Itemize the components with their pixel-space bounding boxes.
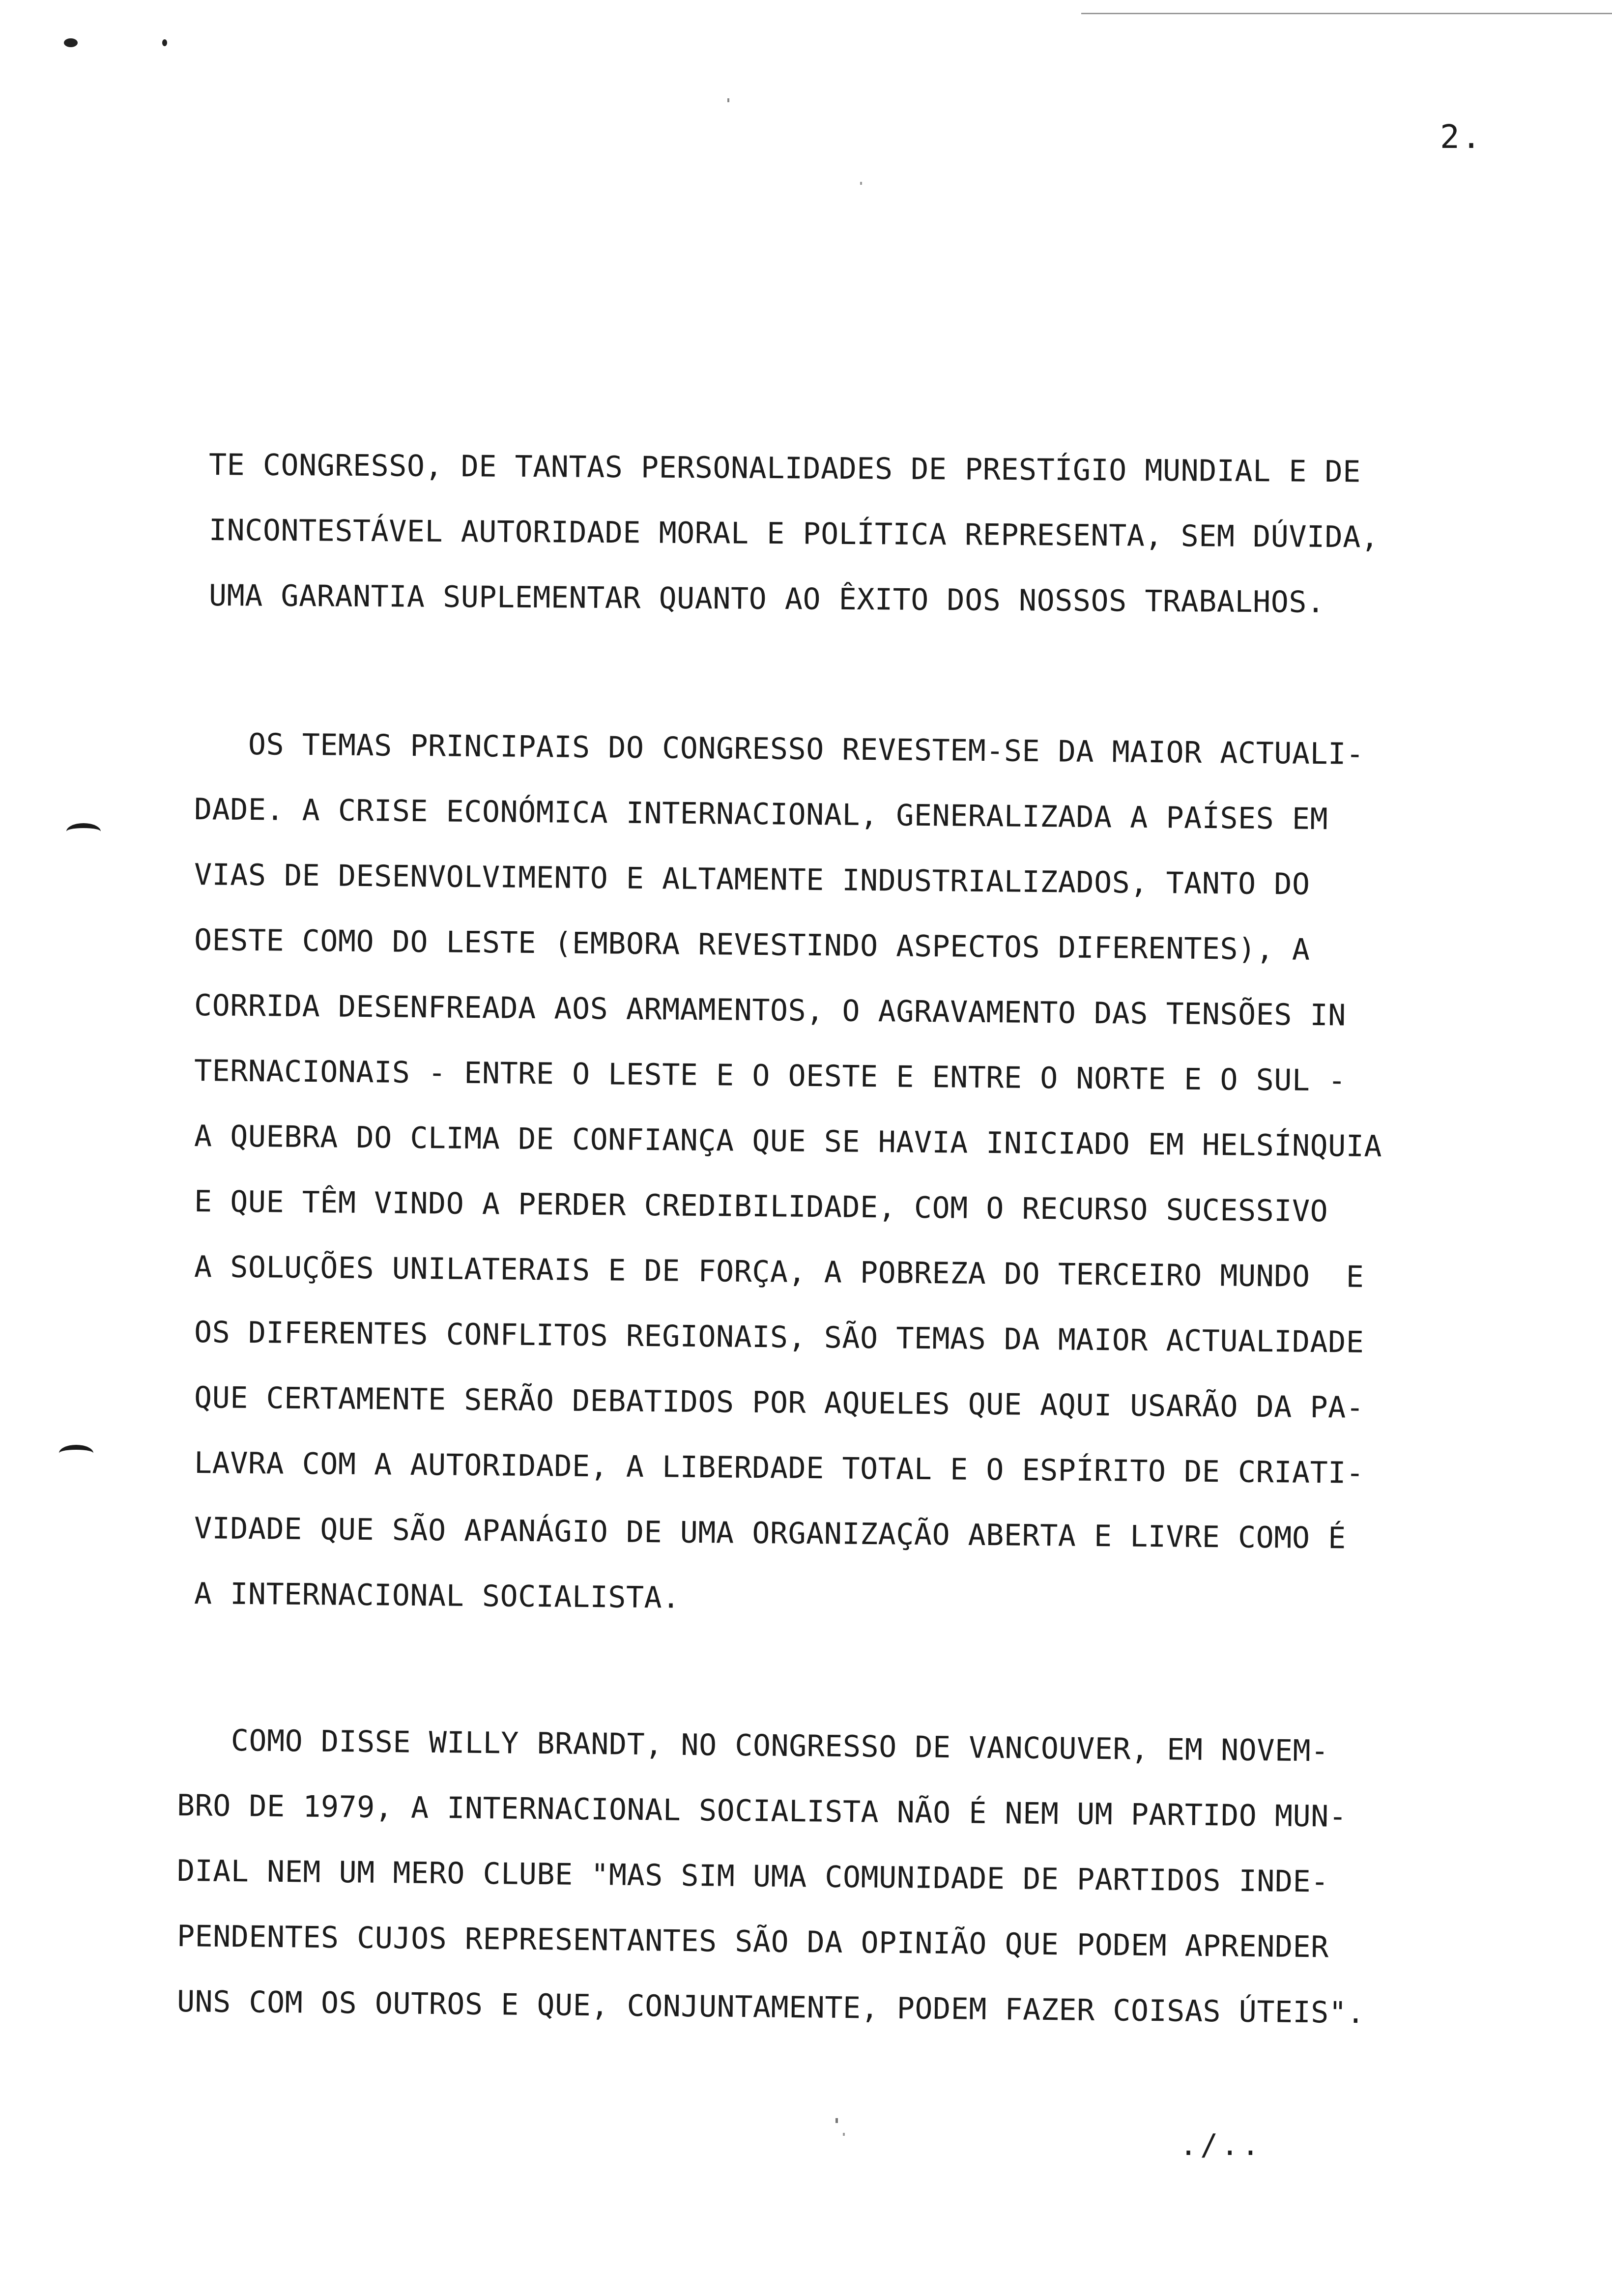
text-line: A INTERNACIONAL SOCIALISTA. bbox=[194, 1577, 681, 1615]
text-line: TE CONGRESSO, DE TANTAS PERSONALIDADES DE PRESTÍGIO MUNDIAL E DE bbox=[208, 448, 1361, 489]
paragraph-brandt-quote bbox=[177, 1708, 1365, 2035]
text-line: BRO DE 1979, A INTERNACIONAL SOCIALISTA NÃO É NEM UM PARTIDO MUN- bbox=[176, 1788, 1347, 1834]
text-line: TERNACIONAIS - ENTRE O LESTE E O OESTE E ENTRE O NORTE E O SUL - bbox=[194, 1054, 1347, 1098]
text-line: UMA GARANTIA SUPLEMENTAR QUANTO AO ÊXITO DOS NOSSOS TRABALHOS. bbox=[208, 578, 1325, 620]
text-line: QUE CERTAMENTE SERÃO DEBATIDOS POR AQUELES QUE AQUI USARÃO DA PA- bbox=[194, 1380, 1364, 1425]
scan-speck bbox=[162, 39, 167, 46]
paragraph-themes bbox=[194, 712, 1382, 1627]
continuation-mark: ./.. bbox=[1180, 2128, 1263, 2162]
text-line: DIAL NEM UM MERO CLUBE "MAS SIM UMA COMUNIDADE DE PARTIDOS INDE- bbox=[176, 1854, 1329, 1899]
page-number: 2. bbox=[1440, 118, 1483, 156]
text-line: PENDENTES CUJOS REPRESENTANTES SÃO DA OPINIÃO QUE PODEM APRENDER bbox=[176, 1919, 1329, 1965]
text-line: DADE. A CRISE ECONÓMICA INTERNACIONAL, GENERALIZADA A PAÍSES EM bbox=[194, 792, 1328, 837]
text-line: CORRIDA DESENFREADA AOS ARMAMENTOS, O AGRAVAMENTO DAS TENSÕES IN bbox=[194, 988, 1347, 1033]
scan-speck bbox=[64, 38, 78, 47]
text-line: VIAS DE DESENVOLVIMENTO E ALTAMENTE INDUSTRIALIZADOS, TANTO DO bbox=[194, 858, 1310, 902]
punch-hole-mark bbox=[59, 1445, 93, 1462]
text-line: A QUEBRA DO CLIMA DE CONFIANÇA QUE SE HAVIA INICIADO EM HELSÍNQUIA bbox=[194, 1119, 1382, 1164]
text-line: INCONTESTÁVEL AUTORIDADE MORAL E POLÍTICA REPRESENTA, SEM DÚVIDA, bbox=[208, 513, 1379, 555]
punch-hole-mark bbox=[66, 823, 101, 840]
text-line: UNS COM OS OUTROS E QUE, CONJUNTAMENTE, PODEM FAZER COISAS ÚTEIS". bbox=[176, 1984, 1365, 2031]
scan-edge-line bbox=[1081, 13, 1612, 14]
text-line: COMO DISSE WILLY BRANDT, NO CONGRESSO DE VANCOUVER, EM NOVEM- bbox=[176, 1723, 1329, 1769]
scan-speck bbox=[727, 98, 729, 102]
text-line: OESTE COMO DO LESTE (EMBORA REVESTINDO ASPECTOS DIFERENTES), A bbox=[194, 923, 1310, 967]
text-line: OS DIFERENTES CONFLITOS REGIONAIS, SÃO TEMAS DA MAIOR ACTUALIDADE bbox=[194, 1315, 1364, 1360]
text-line: E QUE TÊM VINDO A PERDER CREDIBILIDADE, COM O RECURSO SUCESSIVO bbox=[194, 1184, 1328, 1229]
text-line: OS TEMAS PRINCIPAIS DO CONGRESSO REVESTEM-SE DA MAIOR ACTUALI- bbox=[194, 727, 1364, 772]
text-line: A SOLUÇÕES UNILATERAIS E DE FORÇA, A POBREZA DO TERCEIRO MUNDO E bbox=[194, 1250, 1364, 1294]
scan-speck bbox=[860, 182, 862, 185]
scan-speck bbox=[843, 2133, 845, 2136]
scan-speck bbox=[835, 2118, 838, 2123]
paragraph-continuation bbox=[209, 432, 1379, 629]
text-line: VIDADE QUE SÃO APANÁGIO DE UMA ORGANIZAÇÃO ABERTA E LIVRE COMO É bbox=[194, 1511, 1347, 1556]
text-line: LAVRA COM A AUTORIDADE, A LIBERDADE TOTAL E O ESPÍRITO DE CRIATI- bbox=[194, 1446, 1364, 1491]
